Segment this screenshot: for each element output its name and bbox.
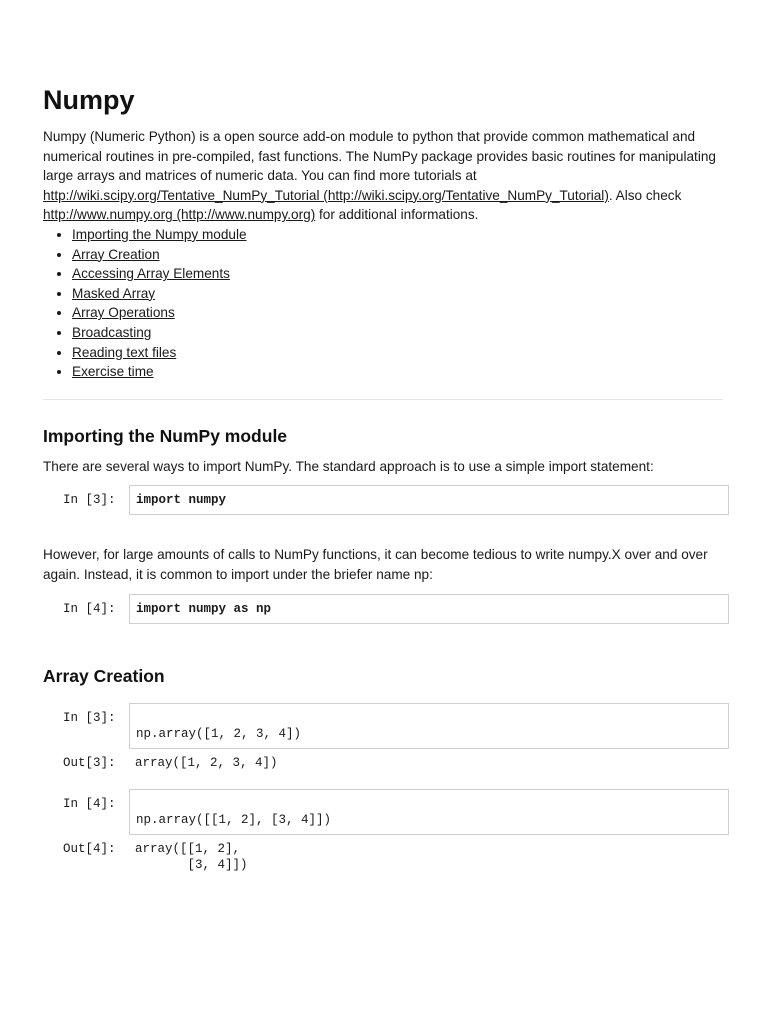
section-divider	[43, 399, 723, 400]
table-of-contents-extra	[43, 362, 733, 382]
output-cell	[63, 755, 733, 771]
toc-item	[43, 343, 733, 363]
section-heading-importing: Importing the NumPy module	[43, 425, 288, 446]
code-input[interactable]	[129, 703, 729, 749]
intro-text-2: . Also check	[608, 187, 682, 203]
toc-item	[43, 264, 733, 284]
numpy-org-link[interactable]: http://www.numpy.org (http://www.numpy.org)	[43, 207, 316, 223]
output-text: array([1, 2, 3, 4])	[135, 755, 278, 770]
toc-link-accessing-elements[interactable]: Accessing Array Elements	[72, 266, 230, 282]
toc-link-reading-text-files[interactable]: Reading text files	[72, 344, 177, 360]
intro-text-3: for additional informations.	[315, 207, 479, 223]
output-line: array([[1, 2],	[135, 841, 241, 856]
toc-link-exercise-time[interactable]: Exercise time	[72, 364, 154, 380]
code-cell	[63, 485, 733, 515]
input-prompt: In [3]:	[63, 710, 116, 725]
importing-text-1: There are several ways to import NumPy. The standard approach is to use a simple import statement:	[43, 458, 654, 474]
table-of-contents	[43, 225, 733, 362]
output-line: [3, 4]])	[135, 857, 248, 872]
importing-text-2: However, for large amounts of calls to NumPy functions, it can become tedious to write numpy.X over and over again. Instead, it is common to import under the briefer name np:	[43, 547, 708, 582]
intro-text-1: Numpy (Numeric Python) is a open source add-on module to python that provide common mathematical and numerical routines in pre-compiled, fast functions. The NumPy package provides basic routines for manipulating large arrays and matrices of numeric data. You can find more tutorials at	[43, 129, 716, 184]
toc-item	[43, 362, 733, 382]
notebook-page	[43, 84, 733, 873]
output-cell	[63, 841, 733, 873]
code-text: import numpy as np	[136, 601, 272, 616]
input-prompt: In [3]:	[63, 493, 116, 508]
code-cell	[63, 703, 733, 749]
intro-paragraph	[43, 127, 723, 225]
code-text: np.array([1, 2, 3, 4])	[136, 726, 302, 741]
section-heading-array-creation: Array Creation	[43, 665, 165, 686]
toc-item	[43, 225, 733, 245]
toc-link-masked-array[interactable]: Masked Array	[72, 285, 156, 301]
code-input[interactable]	[129, 594, 729, 624]
toc-link-broadcasting[interactable]: Broadcasting	[72, 324, 152, 340]
code-text: import numpy	[136, 493, 227, 508]
toc-link-array-operations[interactable]: Array Operations	[72, 305, 175, 321]
output-prompt: Out[3]:	[63, 755, 116, 770]
code-input[interactable]	[129, 789, 729, 835]
toc-item	[43, 323, 733, 343]
code-text: np.array([[1, 2], [3, 4]])	[136, 812, 332, 827]
output-prompt: Out[4]:	[63, 841, 116, 856]
toc-link-importing[interactable]: Importing the Numpy module	[72, 226, 247, 242]
input-prompt: In [4]:	[63, 601, 116, 616]
code-input[interactable]	[129, 485, 729, 515]
toc-item	[43, 245, 733, 265]
input-prompt: In [4]:	[63, 796, 116, 811]
output-text	[129, 841, 248, 873]
scipy-tutorial-link[interactable]: http://wiki.scipy.org/Tentative_NumPy_Tutorial (http://wiki.scipy.org/Tentative_NumPy_Tutorial)	[43, 187, 609, 203]
toc-link-array-creation[interactable]: Array Creation	[72, 246, 160, 262]
code-cell	[63, 594, 733, 624]
toc-item	[43, 284, 733, 304]
page-title: Numpy	[43, 85, 135, 115]
toc-item	[43, 303, 733, 323]
code-cell	[63, 789, 733, 835]
